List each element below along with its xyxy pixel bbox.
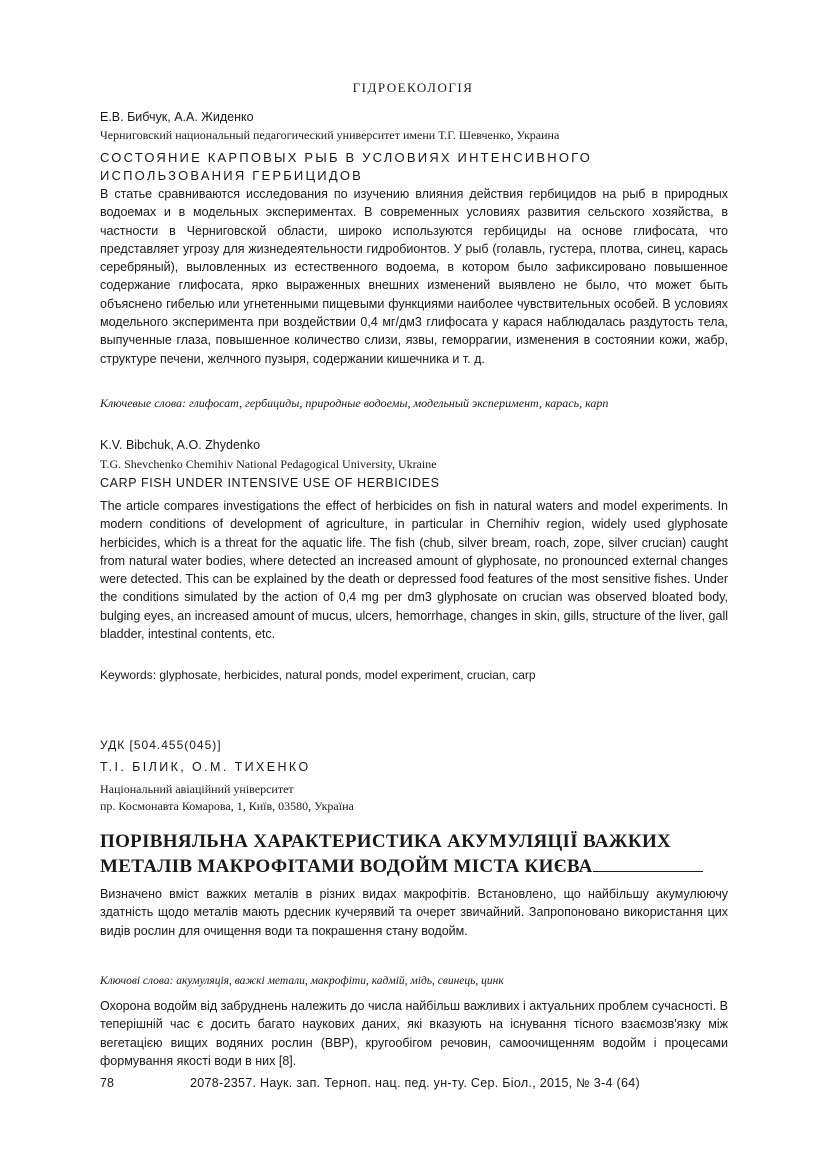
- title-underline-rule: [593, 853, 703, 872]
- udk-code: УДК [504.455(045)]: [100, 738, 222, 752]
- abstract-ru: В статье сравниваются исследования по изучению влияния действия гербицидов на рыб в природных водоемах и в модельных экспериментах. В современных условиях развития сельского хозяйства, в частности в Черниговской области, широко используются гербициды на основе глифосата, что представляет угрозу для жизнедеятельности гидробионтов. У рыб (голавль, густера, плотва, синец, карась серебряный), выловленных из естественного водоема, в котором было зафиксировано повышенное содержание глифосата, ярко выраженных внешних изменений выявлено не было, что может быть объяснено гибелью или угнетенными пищевыми функциями наиболее чувствительных особей. В условиях модельного эксперимента при воздействии 0,4 мг/дм3 глифосата у карася наблюдалась раздутость тела, выпученные глаза, повышенное количество слизи, язвы, геморрагии, изменения в состоянии кожи, жабр, структуре печени, желчного пузыря, содержании кишечника и т. д.: [100, 187, 728, 366]
- journal-reference: 2078-2357. Наук. зап. Терноп. нац. пед. ун-ту. Сер. Біол., 2015, № 3-4 (64): [190, 1076, 640, 1090]
- article-title-ua: [100, 830, 740, 878]
- keywords-ru: Ключевые слова: глифосат, гербициды, природные водоемы, модельный эксперимент, карась, карп: [100, 396, 609, 410]
- authors-en: K.V. Bibchuk, A.O. Zhydenko: [100, 438, 261, 452]
- affiliation-ru: Черниговский национальный педагогический университет имени Т.Г. Шевченко, Украина: [100, 128, 560, 142]
- affiliation-ua-line2: пр. Космонавта Комарова, 1, Київ, 03580, Україна: [100, 799, 354, 813]
- article-title-ua-line2-wrap: [100, 853, 740, 878]
- article-title-ua-line2: МЕТАЛІВ МАКРОФІТАМИ ВОДОЙМ МІСТА КИЄВА: [100, 856, 593, 877]
- keywords-en: Keywords: glyphosate, herbicides, natural ponds, model experiment, crucian, carp: [100, 668, 536, 682]
- article-title-en: CARP FISH UNDER INTENSIVE USE OF HERBICIDES: [100, 476, 440, 490]
- body-text-ua: Охорона водойм від забруднень належить до числа найбільш важливих і актуальних проблем сучасності. В теперішній час є досить багато наукових даних, які вказують на існування тісного взаємозв'язку між вегетацією вищих водяних рослин (ВВР), кругообігом речовин, самоочищенням водойм і процесами формування якості води в них [8].: [100, 999, 728, 1068]
- section-title: ГІДРОЕКОЛОГІЯ: [352, 80, 474, 95]
- authors-ua: Т.І. БІЛИК, О.М. ТИХЕНКО: [100, 760, 311, 774]
- affiliation-ua-line1: Національний авіаційний університет: [100, 782, 294, 796]
- authors-ru: Е.В. Бибчук, А.А. Жиденко: [100, 110, 254, 124]
- abstract-ua: Визначено вміст важких металів в різних видах макрофітів. Встановлено, що найбільшу акумулюючу здатність щодо металів мають рдесник кучерявий та очерет звичайний. Запропоновано використання цих видів рослин для очищення води та покрашення стану водойм.: [100, 887, 728, 938]
- page-number: 78: [100, 1076, 114, 1090]
- article-title-ru: СОСТОЯНИЕ КАРПОВЫХ РЫБ В УСЛОВИЯХ ИНТЕНСИВНОГО ИСПОЛЬЗОВАНИЯ ГЕРБИЦИДОВ: [100, 150, 592, 183]
- abstract-en: The article compares investigations the effect of herbicides on fish in natural waters and model experiments. In modern conditions of development of agriculture, in particular in Chernihiv region, widely used glyphosate herbicides, which is a threat for the aquatic life. The fish (chub, silver bream, roach, zope, silver crucian) caught from natural water bodies, where detected an increased amount of glyphosate, no pronounced external changes were detected. This can be explained by the death or depressed food features of the most sensitive fishes. Under the conditions simulated by the action of 0,4 mg per dm3 glyphosate on crucian was observed bloated body, bulging eyes, an increased amount of mucus, ulcers, hemorrhage, changes in skin, gills, structure of the liver, gall bladder, intestinal contents, etc.: [100, 499, 728, 642]
- affiliation-en: T.G. Shevchenko Chemihiv National Pedagogical University, Ukraine: [100, 457, 437, 471]
- affiliation-ua: [100, 781, 500, 815]
- article-title-ua-line1: ПОРІВНЯЛЬНА ХАРАКТЕРИСТИКА АКУМУЛЯЦІЇ ВАЖКИХ: [100, 831, 672, 852]
- keywords-ua: Ключові слова: акумуляція, важкі метали, макрофіти, кадмій, мідь, свинець, цинк: [100, 975, 504, 987]
